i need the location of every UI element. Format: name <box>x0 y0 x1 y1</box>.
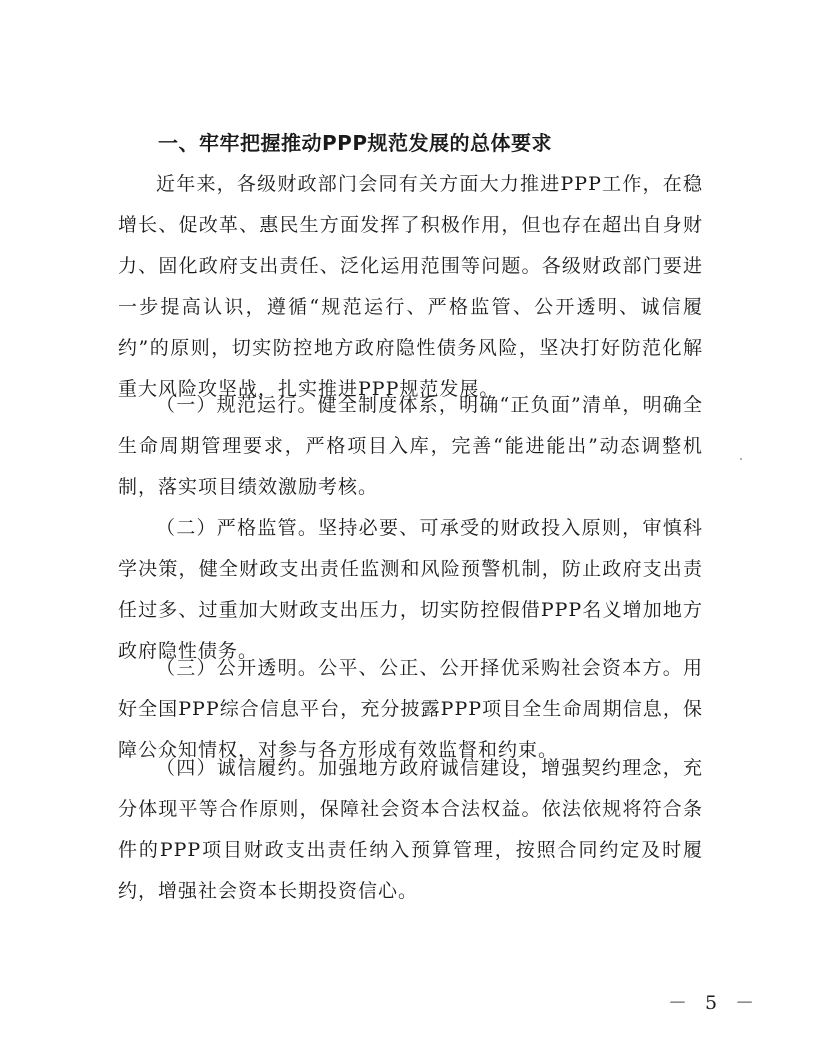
paragraph-integrity: （四）诚信履约。加强地方政府诚信建设，增强契约理念，充分体现平等合作原则，保障社会资本合法权益。依法依规将符合条件的PPP项目财政支出责任纳入预算管理，按照合同约定及时履约，增强社会资本长期投资信心。 <box>118 757 703 902</box>
paragraph-strict-supervision: （二）严格监管。坚持必要、可承受的财政投入原则，审慎科学决策，健全财政支出责任监测和风险预警机制，防止政府支出责任过多、过重加大财政支出压力，切实防控假借PPP名义增加地方政府隐性债务。 <box>118 517 703 662</box>
paragraph-transparency: （三）公开透明。公平、公正、公开择优采购社会资本方。用好全国PPP综合信息平台，充分披露PPP项目全生命周期信息，保障公众知情权，对参与各方形成有效监督和约束。 <box>118 657 703 761</box>
scan-speck <box>740 458 742 460</box>
paragraph-standard-operation: （一）规范运行。健全制度体系，明确“正负面”清单，明确全生命周期管理要求，严格项目入库，完善“能进能出”动态调整机制，落实项目绩效激励考核。 <box>118 394 703 498</box>
section-heading: 一、牢牢把握推动PPP规范发展的总体要求 <box>158 131 552 155</box>
page-number: － 5 － <box>668 992 761 1014</box>
paragraph-intro: 近年来，各级财政部门会同有关方面大力推进PPP工作，在稳增长、促改革、惠民生方面发挥了积极作用，但也存在超出自身财力、固化政府支出责任、泛化运用范围等问题。各级财政部门要进一步提高认识，遵循“规范运行、严格监管、公开透明、诚信履约”的原则，切实防控地方政府隐性债务风险，坚决打好防范化解重大风险攻坚战，扎实推进PPP规范发展。 <box>118 173 703 400</box>
